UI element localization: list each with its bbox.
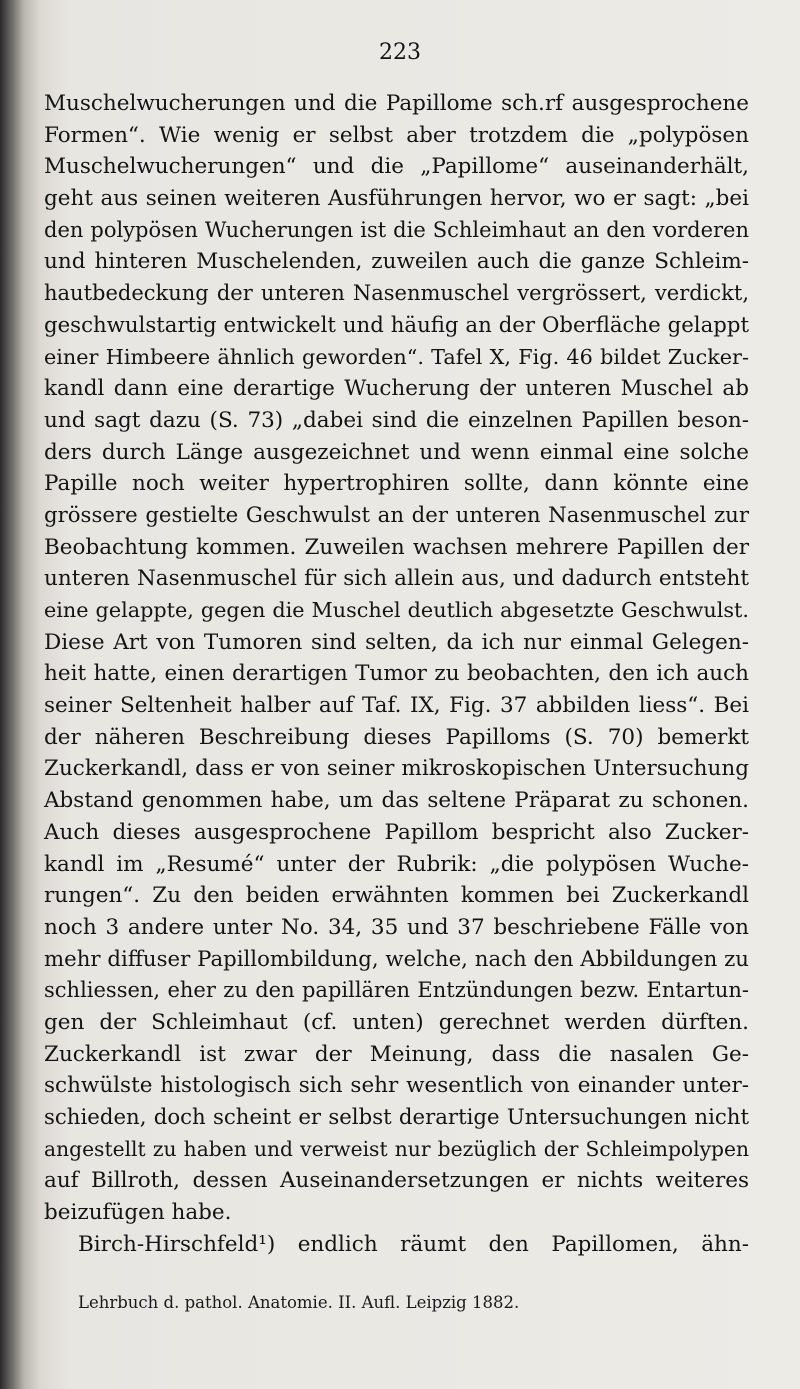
text-line: kandl dann eine derartige Wucherung der unteren Muschel ab bbox=[44, 376, 749, 402]
text-line: Formen“. Wie wenig er selbst aber trotzdem die „polypösen bbox=[44, 122, 749, 148]
body-text bbox=[44, 88, 749, 1260]
text-line: schliessen, eher zu den papillären Entzündungen bezw. Entartun- bbox=[44, 978, 749, 1003]
text-line: Diese Art von Tumoren sind selten, da ich nur einmal Gelegen- bbox=[44, 629, 749, 655]
text-line: Zuckerkandl ist zwar der Meinung, dass die nasalen Ge- bbox=[44, 1041, 749, 1067]
text-line: noch 3 andere unter No. 34, 35 und 37 beschriebene Fälle von bbox=[44, 914, 749, 940]
text-line: angestellt zu haben und verweist nur bezüglich der Schleimpolypen bbox=[44, 1136, 749, 1161]
text-line: Muschelwucherungen“ und die „Papillome“ auseinanderhält, bbox=[44, 154, 749, 180]
text-line: und sagt dazu (S. 73) „dabei sind die einzelnen Papillen beson- bbox=[44, 407, 749, 433]
text-line: heit hatte, einen derartigen Tumor zu beobachten, den ich auch bbox=[44, 661, 749, 687]
text-line: Auch dieses ausgesprochene Papillom bespricht also Zucker- bbox=[44, 819, 749, 845]
text-line: auf Billroth, dessen Auseinandersetzungen er nichts weiteres bbox=[44, 1168, 749, 1194]
text-line: Birch-Hirschfeld¹) endlich räumt den Papillomen, ähn- bbox=[78, 1231, 749, 1257]
text-line: grössere gestielte Geschwulst an der unteren Nasenmuschel zur bbox=[44, 502, 749, 528]
text-line: unteren Nasenmuschel für sich allein aus, und dadurch entsteht bbox=[44, 566, 749, 592]
text-line: rungen“. Zu den beiden erwähnten kommen bei Zuckerkandl bbox=[44, 883, 749, 909]
text-line: mehr diffuser Papillombildung, welche, nach den Abbildungen zu bbox=[44, 946, 749, 972]
text-line: Muschelwucherungen und die Papillome sch.rf ausgesprochene bbox=[44, 91, 749, 116]
text-line: gen der Schleimhaut (cf. unten) gerechnet werden dürften. bbox=[44, 1009, 749, 1035]
text-line: Papille noch weiter hypertrophiren sollte, dann könnte eine bbox=[44, 471, 749, 497]
text-line: eine gelappte, gegen die Muschel deutlich abgesetzte Geschwulst. bbox=[44, 598, 749, 622]
text-line: Beobachtung kommen. Zuweilen wachsen mehrere Papillen der bbox=[44, 534, 749, 560]
text-line: beizufügen habe. bbox=[44, 1200, 232, 1226]
text-line: kandl im „Resumé“ unter der Rubrik: „die polypösen Wuche- bbox=[44, 851, 749, 877]
text-line: ders durch Länge ausgezeichnet und wenn einmal eine solche bbox=[44, 439, 749, 465]
text-line: schwülste histologisch sich sehr wesentlich von einander unter- bbox=[44, 1073, 749, 1099]
text-line: Zuckerkandl, dass er von seiner mikroskopischen Untersuchung bbox=[44, 756, 749, 782]
text-line: der näheren Beschreibung dieses Papilloms (S. 70) bemerkt bbox=[44, 724, 749, 750]
text-line: einer Himbeere ähnlich geworden“. Tafel X, Fig. 46 bildet Zucker- bbox=[44, 344, 749, 369]
footnote: Lehrbuch d. pathol. Anatomie. II. Aufl. Leipzig 1882. bbox=[78, 1293, 520, 1312]
text-line: schieden, doch scheint er selbst derartige Untersuchungen nicht bbox=[44, 1105, 749, 1130]
text-line: Abstand genommen habe, um das seltene Präparat zu schonen. bbox=[44, 788, 749, 814]
text-line: hautbedeckung der unteren Nasenmuschel vergrössert, verdickt, bbox=[44, 281, 749, 306]
text-line: den polypösen Wucherungen ist die Schleimhaut an den vorderen bbox=[44, 217, 749, 242]
text-line: und hinteren Muschelenden, zuweilen auch die ganze Schleim- bbox=[44, 249, 749, 275]
text-line: geht aus seinen weiteren Ausführungen hervor, wo er sagt: „bei bbox=[44, 186, 749, 212]
page-number: 223 bbox=[379, 40, 421, 65]
text-line: seiner Seltenheit halber auf Taf. IX, Fig. 37 abbilden liess“. Bei bbox=[44, 693, 749, 719]
text-line: geschwulstartig entwickelt und häufig an der Oberfläche gelappt bbox=[44, 312, 749, 338]
